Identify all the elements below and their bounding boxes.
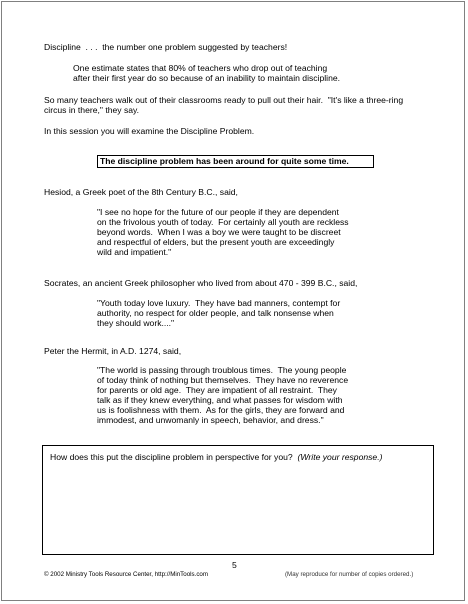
quote-line: for parents or old age. They are impatient of all restraint. They bbox=[97, 385, 337, 395]
quote-line: talk as if they knew everything, and what passes for wisdom with bbox=[97, 395, 343, 405]
quote-line: "Youth today love luxury. They have bad manners, contempt for bbox=[97, 298, 341, 308]
walkout-line-1: So many teachers walk out of their classrooms ready to pull out their hair. "It's like a three-ring bbox=[44, 95, 404, 105]
session-line: In this session you will examine the Discipline Problem. bbox=[44, 126, 255, 136]
quote-line: they should work...." bbox=[97, 318, 175, 328]
response-box[interactable] bbox=[42, 445, 434, 555]
quote-line: beyond words. When I was a boy we were taught to be discreet bbox=[97, 227, 341, 237]
quote-line: us is foolishness with them. As for the girls, they are forward and bbox=[97, 405, 345, 415]
quote-line: "The world is passing through troublous times. The young people bbox=[97, 365, 347, 375]
response-question bbox=[50, 452, 382, 462]
quote-line: and respectful of elders, but the present youth are exceedingly bbox=[97, 237, 335, 247]
highlight-box: The discipline problem has been around for quite some time. bbox=[97, 155, 374, 168]
response-question-text: How does this put the discipline problem in perspective for you? bbox=[50, 452, 293, 462]
estimate-line-1: One estimate states that 80% of teachers who drop out of teaching bbox=[73, 63, 328, 73]
quote-line: wild and impatient." bbox=[97, 247, 172, 257]
response-instruction: (Write your response.) bbox=[297, 452, 383, 462]
document-page bbox=[1, 1, 465, 601]
quote-line: "I see no hope for the future of our people if they are dependent bbox=[97, 207, 339, 217]
walkout-line-2: circus in there," they say. bbox=[44, 105, 140, 115]
quote-attribution-peter: Peter the Hermit, in A.D. 1274, said, bbox=[44, 346, 182, 356]
page-number: 5 bbox=[232, 560, 237, 570]
estimate-line-2: after their first year do so because of an inability to maintain discipline. bbox=[73, 73, 341, 83]
quote-attribution-socrates: Socrates, an ancient Greek philosopher who lived from about 470 - 399 B.C., said, bbox=[44, 278, 358, 288]
quote-attribution-hesiod: Hesiod, a Greek poet of the 8th Century B.C., said, bbox=[44, 187, 238, 197]
footer-copyright: © 2002 Ministry Tools Resource Center, http://MinTools.com bbox=[44, 571, 209, 578]
quote-line: authority, no respect for older people, and talk nonsense when bbox=[97, 308, 334, 318]
discipline-heading-line: Discipline . . . the number one problem suggested by teachers! bbox=[44, 42, 288, 52]
footer-reproduce-note: (May reproduce for number of copies ordered.) bbox=[285, 571, 414, 578]
quote-line: immodest, and unwomanly in speech, behavior, and dress." bbox=[97, 415, 324, 425]
quote-line: on the frivolous youth of today. For certainly all youth are reckless bbox=[97, 217, 349, 227]
quote-line: of today think of nothing but themselves. They have no reverence bbox=[97, 375, 349, 385]
